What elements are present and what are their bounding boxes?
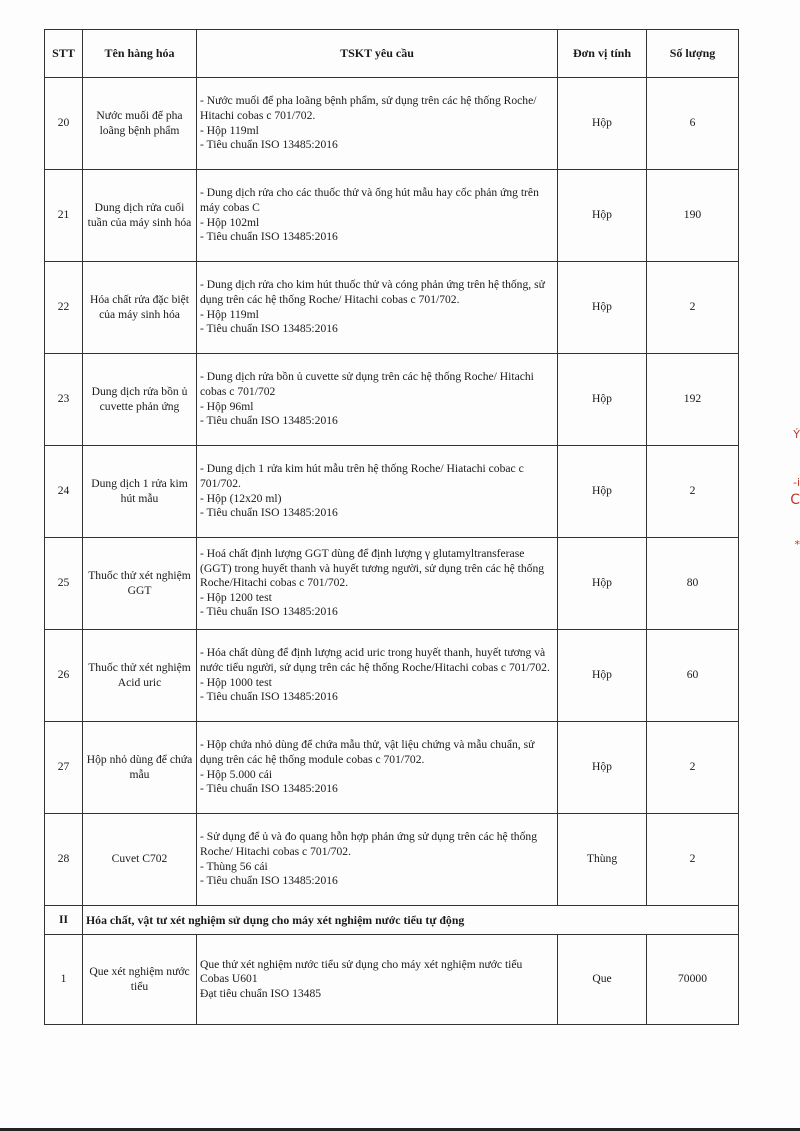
row-item-name: Dung dịch rửa bồn ủ cuvette phản ứng: [83, 354, 197, 446]
spec-line: - Hộp 96ml: [200, 399, 254, 413]
spec-line: - Hộp 119ml: [200, 307, 259, 321]
section-number: II: [45, 906, 83, 935]
table-row: [45, 446, 739, 538]
row-quantity: 70000: [647, 935, 739, 1025]
table-row: [45, 935, 739, 1025]
spec-line: - Dung dịch rửa cho kim hút thuốc thử và cóng phản ứng trên hệ thống, sử dụng trên các hệ thống Roche/ Hitachi cobas c 701/702.: [200, 278, 545, 306]
table-row: [45, 78, 739, 170]
row-unit: Thùng: [558, 814, 647, 906]
row-unit: Hộp: [558, 538, 647, 630]
row-item-name: Nước muối để pha loãng bệnh phẩm: [83, 78, 197, 170]
table-body: [45, 78, 739, 1025]
spec-line: - Tiêu chuẩn ISO 13485:2016: [200, 230, 338, 244]
spec-line: - Hộp (12x20 ml): [200, 491, 282, 505]
spec-line: - Tiêu chuẩn ISO 13485:2016: [200, 782, 338, 796]
row-stt: 27: [45, 722, 83, 814]
row-stt: 25: [45, 538, 83, 630]
row-stt: 28: [45, 814, 83, 906]
row-item-name: Cuvet C702: [83, 814, 197, 906]
section-title: Hóa chất, vật tư xét nghiệm sử dụng cho máy xét nghiệm nước tiểu tự động: [83, 906, 739, 935]
side-mark: Ý: [793, 428, 800, 441]
row-item-name: Thuốc thử xét nghiệm Acid uric: [83, 630, 197, 722]
table-row: [45, 262, 739, 354]
spec-line: - Nước muối để pha loãng bệnh phẩm, sử dụng trên các hệ thống Roche/ Hitachi cobas c 701/702.: [200, 94, 537, 122]
row-quantity: 80: [647, 538, 739, 630]
table-row: [45, 170, 739, 262]
row-spec: [197, 446, 558, 538]
row-item-name: Hộp nhỏ dùng để chứa mẫu: [83, 722, 197, 814]
row-unit: Hộp: [558, 262, 647, 354]
table-row: [45, 538, 739, 630]
row-item-name: Dung dịch 1 rửa kim hút mẫu: [83, 446, 197, 538]
row-stt: 22: [45, 262, 83, 354]
spec-line: - Hóa chất dùng để định lượng acid uric trong huyết thanh, huyết tương và nước tiểu người, sử dụng trên các hệ thống Roche/Hitachi cobas c 701/702.: [200, 646, 550, 674]
row-unit: Hộp: [558, 78, 647, 170]
spec-line: - Hộp 5.000 cái: [200, 767, 273, 781]
side-mark: *: [794, 538, 800, 551]
table-header-row: [45, 30, 739, 78]
row-item-name: Thuốc thử xét nghiệm GGT: [83, 538, 197, 630]
spec-line: - Dung dịch 1 rửa kim hút mẫu trên hệ thống Roche/ Hiatachi cobac c 701/702.: [200, 462, 524, 490]
spec-line: Que thử xét nghiệm nước tiểu sử dụng cho máy xét nghiệm nước tiểu Cobas U601: [200, 957, 523, 986]
side-mark: -i: [792, 476, 800, 489]
row-quantity: 2: [647, 262, 739, 354]
header-unit: Đơn vị tính: [558, 30, 647, 78]
row-quantity: 192: [647, 354, 739, 446]
row-quantity: 2: [647, 446, 739, 538]
row-unit: Hộp: [558, 354, 647, 446]
spec-line: - Tiêu chuẩn ISO 13485:2016: [200, 138, 338, 152]
row-spec: [197, 935, 558, 1025]
row-quantity: 60: [647, 630, 739, 722]
header-qty: Số lượng: [647, 30, 739, 78]
row-unit: Hộp: [558, 446, 647, 538]
table-row: [45, 722, 739, 814]
spec-line: - Dung dịch rửa bồn ủ cuvette sử dụng trên các hệ thống Roche/ Hitachi cobas c 701/702: [200, 370, 534, 398]
row-stt: 23: [45, 354, 83, 446]
spec-line: - Hộp 119ml: [200, 123, 259, 137]
spec-line: - Dung dịch rửa cho các thuốc thử và ống hút mẫu hay cốc phản ứng trên máy cobas C: [200, 186, 539, 214]
specification-table: [44, 29, 739, 1025]
row-stt: 26: [45, 630, 83, 722]
spec-line: - Hộp 1200 test: [200, 590, 272, 604]
row-spec: [197, 630, 558, 722]
row-spec: [197, 262, 558, 354]
row-quantity: 2: [647, 814, 739, 906]
row-item-name: Que xét nghiệm nước tiểu: [83, 935, 197, 1025]
spec-line: - Tiêu chuẩn ISO 13485:2016: [200, 690, 338, 704]
spec-line: - Tiêu chuẩn ISO 13485:2016: [200, 874, 338, 888]
spec-line: - Tiêu chuẩn ISO 13485:2016: [200, 605, 338, 619]
row-stt: 24: [45, 446, 83, 538]
row-item-name: Dung dịch rửa cuối tuần của máy sinh hóa: [83, 170, 197, 262]
row-quantity: 2: [647, 722, 739, 814]
table-row: [45, 814, 739, 906]
row-unit: Que: [558, 935, 647, 1025]
row-unit: Hộp: [558, 170, 647, 262]
row-stt: 1: [45, 935, 83, 1025]
row-spec: [197, 538, 558, 630]
spec-line: - Tiêu chuẩn ISO 13485:2016: [200, 414, 338, 428]
row-quantity: 6: [647, 78, 739, 170]
spec-line: - Hộp 1000 test: [200, 675, 272, 689]
section-header-row: [45, 906, 739, 935]
row-spec: [197, 722, 558, 814]
row-item-name: Hóa chất rửa đặc biệt của máy sinh hóa: [83, 262, 197, 354]
header-spec: TSKT yêu cầu: [197, 30, 558, 78]
side-mark: C: [790, 492, 800, 508]
spec-line: - Sử dụng để ủ và đo quang hỗn hợp phản ứng sử dụng trên các hệ thống Roche/ Hitachi cobas c 701/702.: [200, 830, 537, 858]
spec-line: Đạt tiêu chuẩn ISO 13485: [200, 986, 322, 1000]
row-stt: 20: [45, 78, 83, 170]
row-unit: Hộp: [558, 630, 647, 722]
row-quantity: 190: [647, 170, 739, 262]
row-spec: [197, 354, 558, 446]
spec-line: - Hộp 102ml: [200, 215, 260, 229]
table-row: [45, 354, 739, 446]
header-stt: STT: [45, 30, 83, 78]
spec-line: - Hoá chất định lượng GGT dùng để định lượng γ glutamyltransferase (GGT) trong huyết thanh và huyết tương người, sử dụng trên các hệ thống Roche/Hitachi cobas c 701/702.: [200, 547, 545, 590]
header-name: Tên hàng hóa: [83, 30, 197, 78]
spec-line: - Thùng 56 cái: [200, 859, 268, 873]
row-spec: [197, 78, 558, 170]
spec-line: - Tiêu chuẩn ISO 13485:2016: [200, 322, 338, 336]
row-stt: 21: [45, 170, 83, 262]
row-spec: [197, 814, 558, 906]
table-row: [45, 630, 739, 722]
row-unit: Hộp: [558, 722, 647, 814]
row-spec: [197, 170, 558, 262]
spec-line: - Tiêu chuẩn ISO 13485:2016: [200, 506, 338, 520]
spec-line: - Hộp chứa nhỏ dùng để chứa mẫu thử, vật liệu chứng và mẫu chuẩn, sử dụng trên các hệ thống module cobas c 701/702.: [200, 738, 535, 766]
